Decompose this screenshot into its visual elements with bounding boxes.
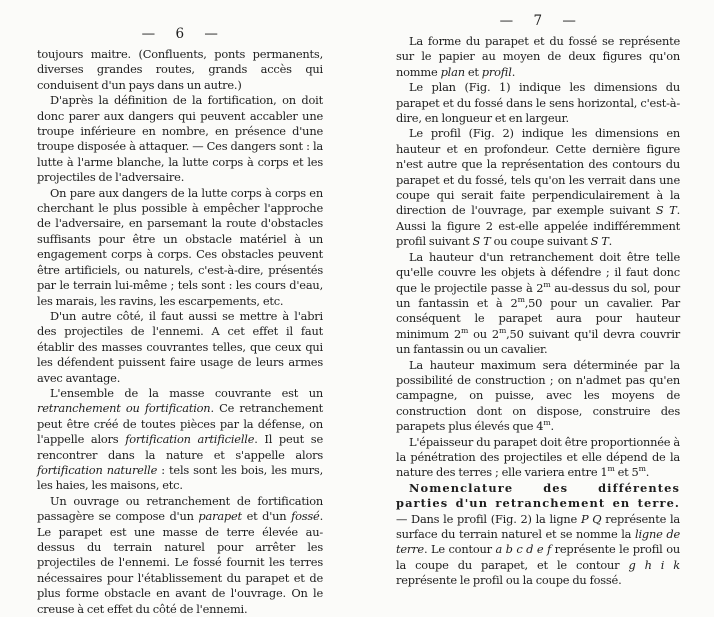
paragraph: L'ensemble de la masse couvrante est un retranchement ou fortification. Ce retranchement peut être créé de toutes pièces par la défense, on l'appelle alors fortification artificielle. Il peut se rencontrer dans la nature et s'appelle alors fortification naturelle : tels sont les bois, les murs, les haies, les maisons, etc. [37,385,323,493]
paragraph: La forme du parapet et du fossé se représente sur le papier au moyen de deux figures qu'on nomme plan et profil. [396,34,680,79]
paragraph: Le profil (Fig. 2) indique les dimensions en hauteur et en profondeur. Cette dernière figure n'est autre que la représentation des contours du parapet et du fossé, tels qu'on les verrait dans une coupe qui serait faite perpendiculairement à la direction de l'ouvrage, par exemple suivant S T. Aussi la figure 2 est-elle appelée indifféremment profil suivant S T ou coupe suivant S T. [396,126,680,249]
page-7-number-header: — 7 — [499,13,577,29]
paragraph: D'après la définition de la fortification, on doit donc parer aux dangers qui peuvent accabler une troupe inférieure en nombre, en présence d'une troupe disposée à attaquer. — Ces dangers sont : la lutte à l'arme blanche, la lutte corps à corps et les projectiles de l'adversaire. [37,93,323,185]
page-6-text [37,47,323,617]
paragraph: La hauteur maximum sera déterminée par la possibilité de construction ; on n'admet pas qu'en campagne, on puisse, avec les moyens de construction dont on dispose, construire des parapets plus élevés que 4$^m$. [396,357,680,434]
paragraph: La hauteur d'un retranchement doit être telle qu'elle couvre les objets à défendre ; il faut donc que le projectile passe à 2$^m$ au-dessus du sol, pour un fantassin et à 2$^m$,50 pour un cavalier. Par conséquent le parapet aura pour hauteur minimum 2$^m$ ou 2$^m$,50 suivant qu'il devra couvrir un fantassin ou un cavalier. [396,249,681,357]
paragraph: L'épaisseur du parapet doit être proportionnée à la pénétration des projectiles et elle dépend de la nature des terres ; elle variera entre 1$^m$ et 5$^m$. [396,434,680,480]
paragraph: Nomenclature des différentes parties d'un retranchement en terre. — Dans le profil (Fig. 2) la ligne P Q représente la surface du terrain naturel et se nomme la ligne de terre. Le contour a b c d e f représente le profil ou la coupe du parapet, et le contour g h i k représente le profil ou la coupe du fossé. [396,480,681,588]
page-6-number-header: — 6 — [141,26,219,42]
paragraph: D'un autre côté, il faut aussi se mettre à l'abri des projectiles de l'ennemi. A cet effet il faut établir des masses couvrantes telles, que ceux qui les défendent puissent faire usage de leurs armes avec avantage. [37,308,323,385]
page-6 [37,26,323,617]
paragraph: On pare aux dangers de la lutte corps à corps en cherchant le plus possible à empêcher l'approche de l'adversaire, en parsemant la route d'obstacles suffisants pour être un obstacle matériel à un engagement corps à corps. Ces obstacles peuvent être artificiels, ou naturels, c'est-à-dire, présentés par le terrain lui-même ; tels sont : les cours d'eau, les marais, les ravins, les escarpements, etc. [37,185,323,308]
paragraph: toujours maitre. (Confluents, ponts permanents, diverses grandes routes, grands accès qui conduisent d'un pays dans un autre.) [37,47,323,92]
page-7 [396,13,680,589]
paragraph: Le plan (Fig. 1) indique les dimensions du parapet et du fossé dans le sens horizontal, c'est-à-dire, en longueur et en largeur. [396,80,680,126]
page-7-text [396,34,680,589]
paragraph: Un ouvrage ou retranchement de fortification passagère se compose d'un parapet et d'un fossé. Le parapet est une masse de terre élevée au-dessus du terrain naturel pour arrêter les projectiles de l'ennemi. Le fossé fournit les terres nécessaires pour l'établissement du parapet et de plus forme obstacle en avant de l'ouvrage. On le creuse à cet effet du côté de l'ennemi. [37,493,324,616]
